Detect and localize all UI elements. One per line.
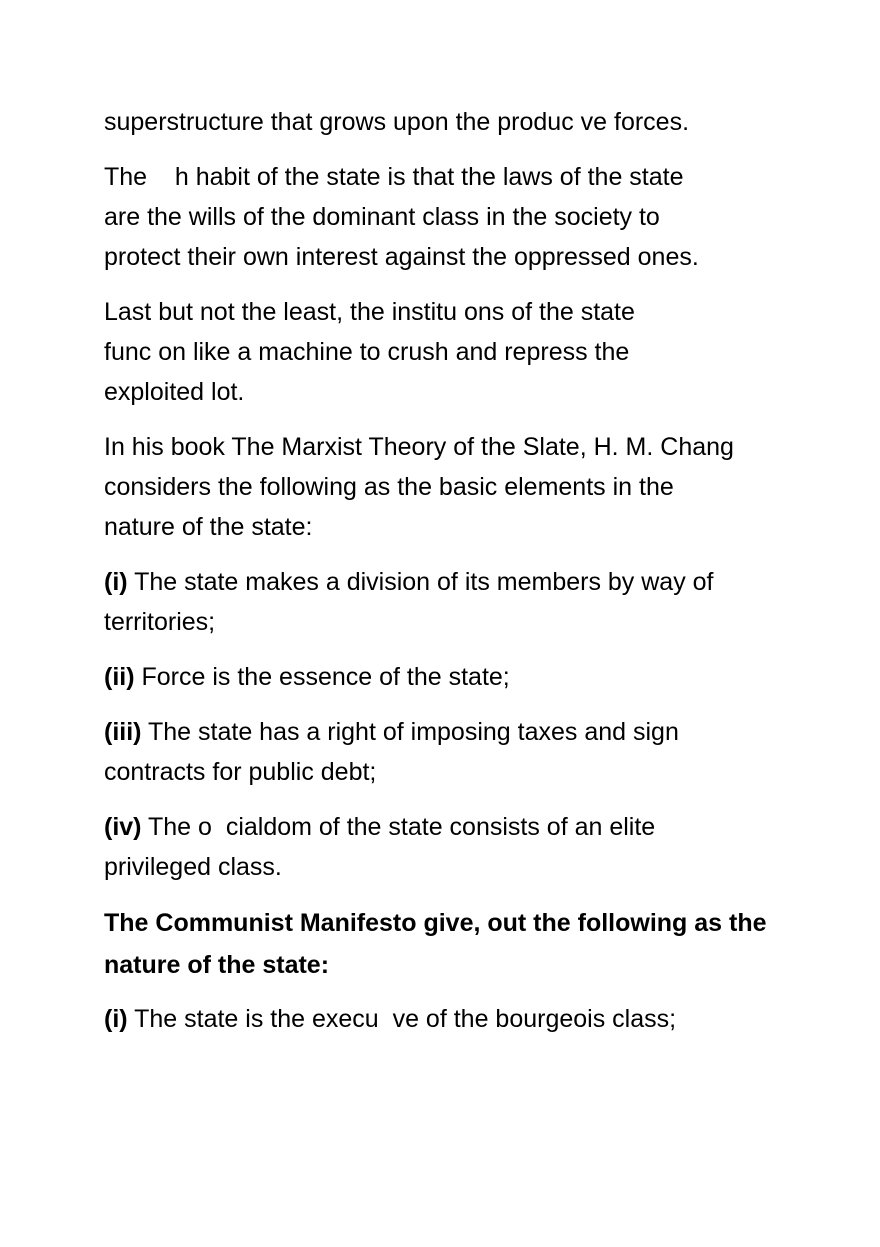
list-marker: (iii) xyxy=(104,718,142,746)
text-line: are the wills of the dominant class in the society to xyxy=(104,203,660,231)
list-item-final-i xyxy=(104,999,804,1039)
list-item-text: Force is the essence of the state; xyxy=(134,663,510,691)
list-item-ii xyxy=(104,657,804,697)
text-line: The h habit of the state is that the laws of the state xyxy=(104,163,684,191)
list-marker: (iv) xyxy=(104,813,142,841)
text-line: superstructure that grows upon the produc ve forces. xyxy=(104,108,690,136)
list-item-iv xyxy=(104,807,804,887)
text-line: exploited lot. xyxy=(104,378,245,406)
paragraph-chang-book xyxy=(104,427,804,547)
list-item-text: The state is the execu ve of the bourgeois class; xyxy=(127,1005,677,1033)
heading-line: nature of the state: xyxy=(104,951,330,979)
list-marker: (ii) xyxy=(104,663,135,691)
list-marker: (i) xyxy=(104,1005,128,1033)
text-line: privileged class. xyxy=(104,853,282,881)
list-marker: (i) xyxy=(104,568,128,596)
list-item-text: The state makes a division of its members by way of xyxy=(127,568,714,596)
text-line: func on like a machine to crush and repress the xyxy=(104,338,630,366)
paragraph-habit-of-state xyxy=(104,157,804,277)
list-item-i xyxy=(104,562,804,642)
text-line: nature of the state: xyxy=(104,513,313,541)
list-item-text: The o cialdom of the state consists of an elite xyxy=(141,813,656,841)
heading-line: The Communist Manifesto give, out the following as the xyxy=(104,909,767,937)
text-line: territories; xyxy=(104,608,216,636)
list-item-iii xyxy=(104,712,804,792)
text-line: considers the following as the basic elements in the xyxy=(104,473,674,501)
paragraph-institutions xyxy=(104,292,804,412)
paragraph-superstructure xyxy=(104,102,804,142)
list-item-text: The state has a right of imposing taxes and sign xyxy=(141,718,679,746)
text-line: contracts for public debt; xyxy=(104,758,377,786)
document-page xyxy=(104,102,804,1054)
text-line: protect their own interest against the oppressed ones. xyxy=(104,243,699,271)
text-line: Last but not the least, the institu ons of the state xyxy=(104,298,635,326)
section-heading xyxy=(104,902,804,986)
text-line: In his book The Marxist Theory of the Slate, H. M. Chang xyxy=(104,433,734,461)
